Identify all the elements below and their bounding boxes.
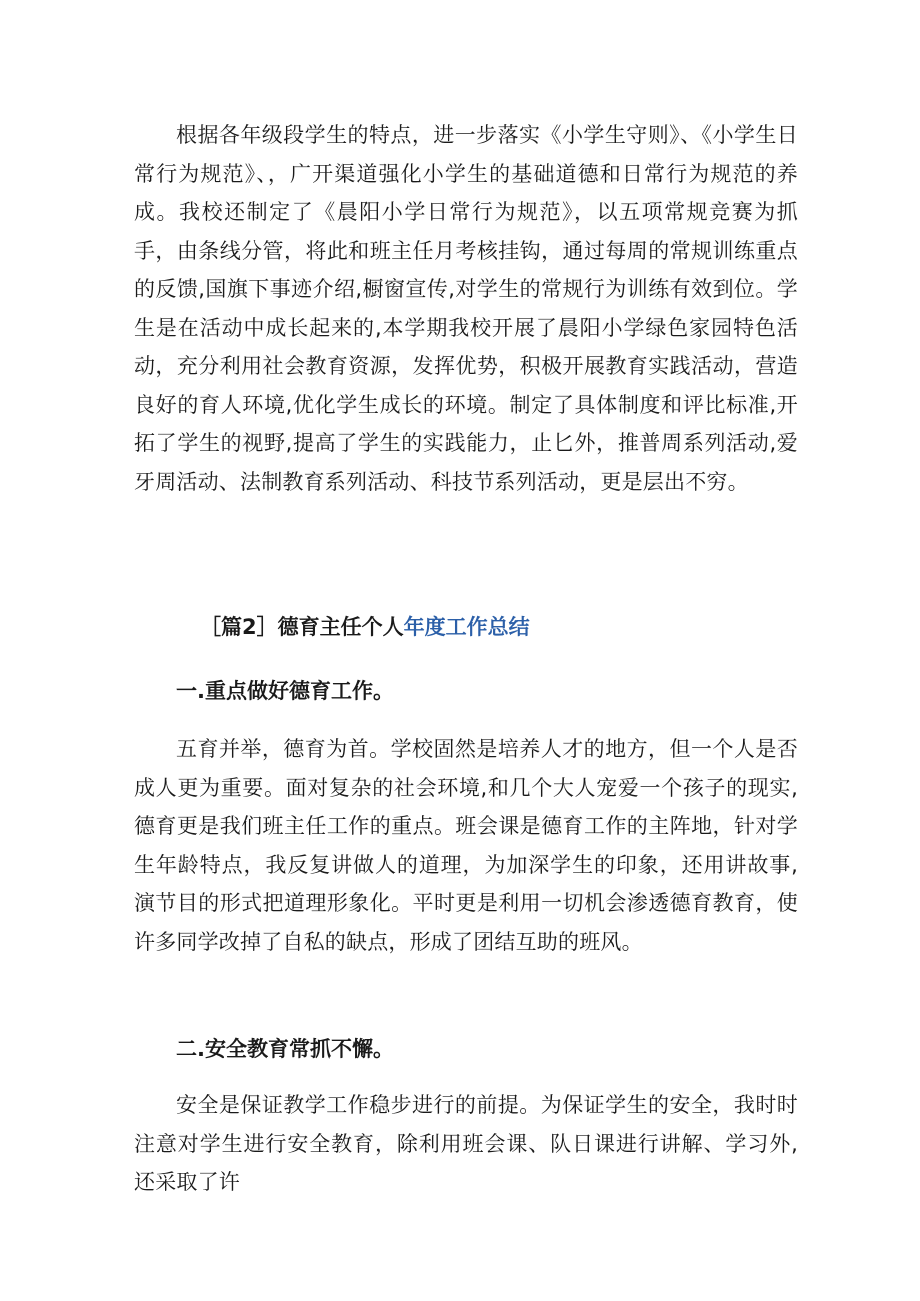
section-number: ［篇2］	[200, 615, 278, 639]
body-paragraph: 五育并举，德育为首。学校固然是培养人才的地方，但一个人是否成人更为重要。面对复杂的社会环境,和几个大人宠爱一个孩子的现实,德育更是我们班主任工作的重点。班会课是德育工作的主阵地，针对学生年龄特点，我反复讲做人的道理，为加深学生的印象，还用讲故事,演节目的形式把道理形象化。平时更是利用一切机会渗透德育教育，使许多同学改掉了自私的缺点，形成了团结互助的班风。	[134, 737, 798, 954]
body-paragraph: 安全是保证教学工作稳步进行的前提。为保证学生的安全，我时时注意对学生进行安全教育，除利用班会课、队日课进行讲解、学习外,还采取了许	[134, 1093, 798, 1194]
section-title-text: 德育主任个人	[277, 615, 404, 639]
subheading: 二.安全教育常抓不懈。	[176, 1037, 394, 1061]
section-title	[200, 612, 530, 642]
subheading: 一.重点做好德育工作。	[176, 679, 394, 703]
section-title-accent: 年度工作总结	[403, 615, 530, 639]
body-paragraph: 根据各年级段学生的特点，进一步落实《小学生守则》、《小学生日常行为规范》、，广开渠道强化小学生的基础道德和日常行为规范的养成。我校还制定了《晨阳小学日常行为规范》，以五项常规竞赛为抓手，由条线分管，将此和班主任月考核挂钩，通过每周的常规训练重点的反馈,国旗下事迹介绍,橱窗宣传,对学生的常规行为训练有效到位。学生是在活动中成长起来的,本学期我校开展了晨阳小学绿色家园特色活动，充分利用社会教育资源，发挥优势，积极开展教育实践活动，营造良好的育人环境,优化学生成长的环境。制定了具体制度和评比标准,开拓了学生的视野,提高了学生的实践能力，止匕外，推普周系列活动,爱牙周活动、法制教育系列活动、科技节系列活动，更是层出不穷。	[134, 123, 798, 494]
